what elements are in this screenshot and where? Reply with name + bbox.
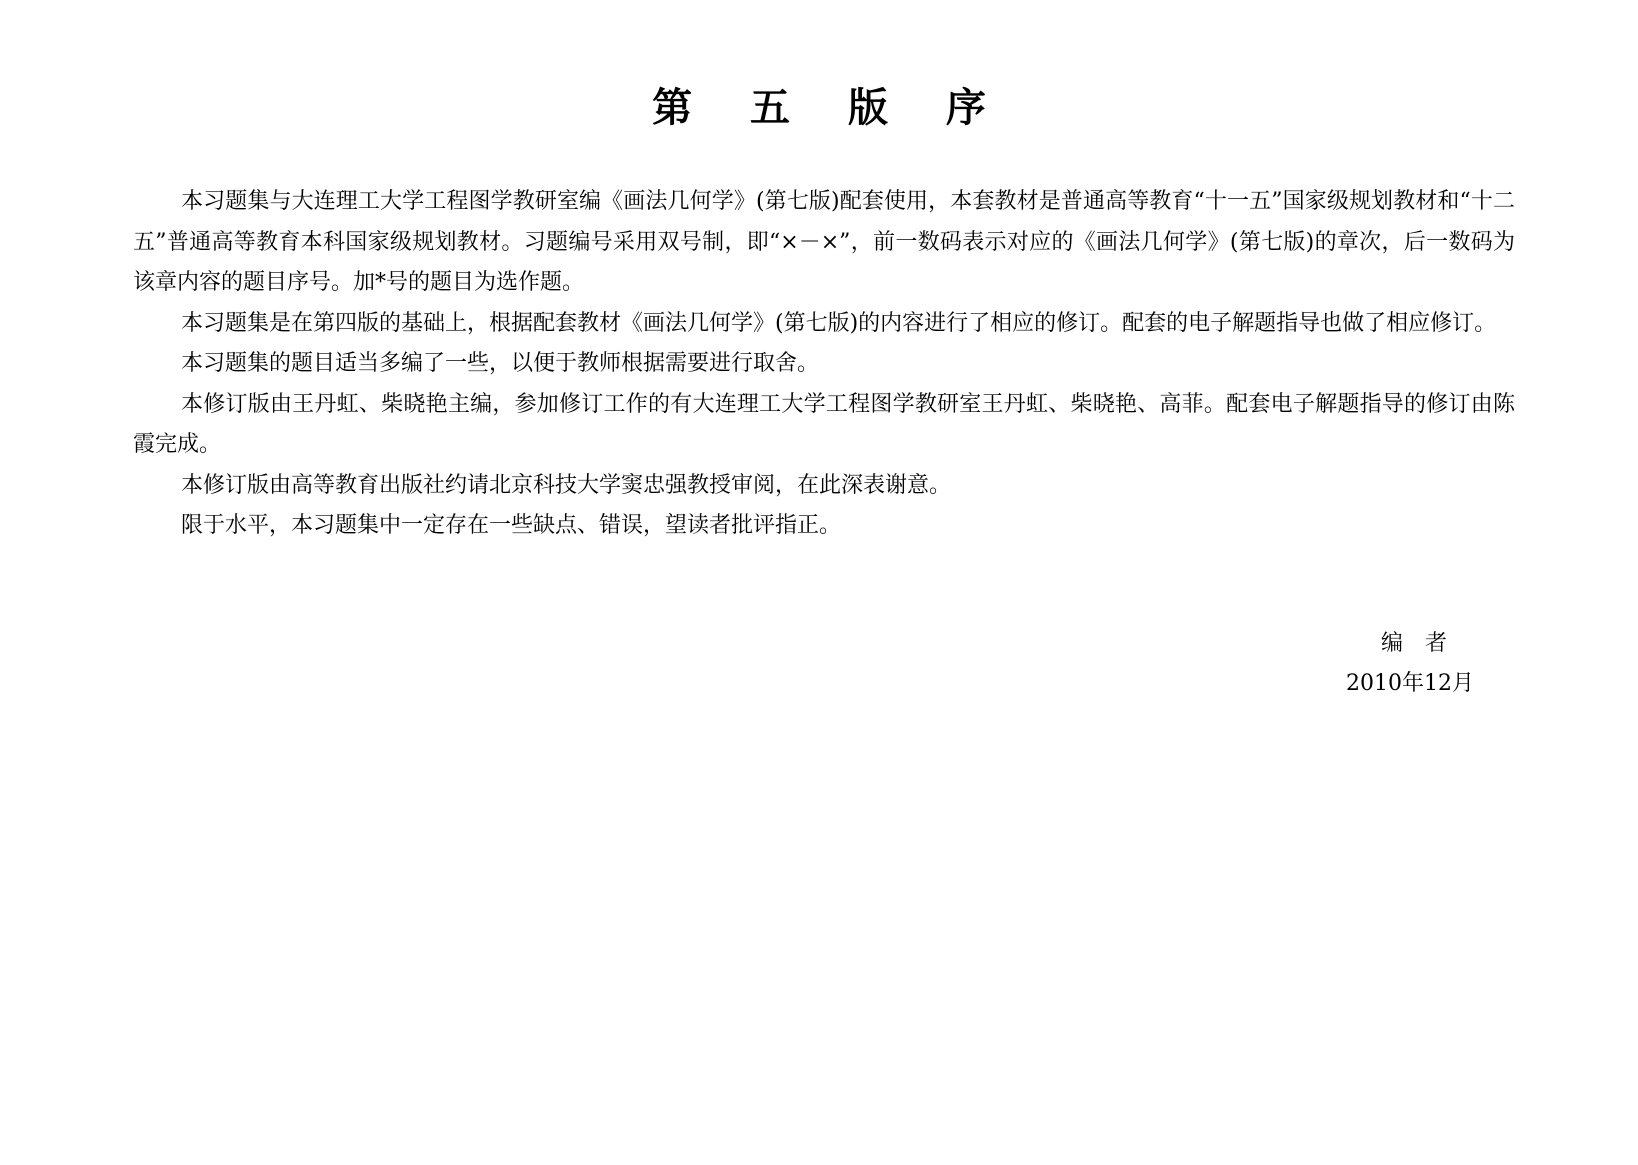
paragraph-2: 本习题集是在第四版的基础上，根据配套教材《画法几何学》(第七版)的内容进行了相应的修订。配套的电子解题指导也做了相应修订。 <box>181 310 1497 336</box>
signature-author: 编者 <box>1380 631 1469 656</box>
paragraph-5: 本修订版由高等教育出版社约请北京科技大学窦忠强教授审阅，在此深表谢意。 <box>181 472 952 498</box>
paragraph-6: 限于水平，本习题集中一定存在一些缺点、错误，望读者批评指正。 <box>181 513 842 538</box>
signature-block <box>1310 624 1510 704</box>
signature-date: 2010年12月 <box>1346 671 1474 696</box>
paragraph-3: 本习题集的题目适当多编了一些，以便于教师根据需要进行取舍。 <box>181 351 820 376</box>
page-title: 第 五 版 序 <box>652 85 1008 131</box>
paragraph-1: 本习题集与大连理工大学工程图学教研室编《画法几何学》(第七版)配套使用，本套教材是普通高等教育“十一五”国家级规划教材和“十二五”普通高等教育本科国家级规划教材。习题编号采用双号制，即“×－×”，前一数码表示对应的《画法几何学》(第七版)的章次，后一数码为该章内容的题目序号。加*号的题目为选作题。 <box>133 189 1515 295</box>
preface-body <box>133 182 1515 547</box>
paragraph-4: 本修订版由王丹虹、柴晓艳主编，参加修订工作的有大连理工大学工程图学教研室王丹虹、柴晓艳、高菲。配套电子解题指导的修订由陈霞完成。 <box>133 391 1515 457</box>
